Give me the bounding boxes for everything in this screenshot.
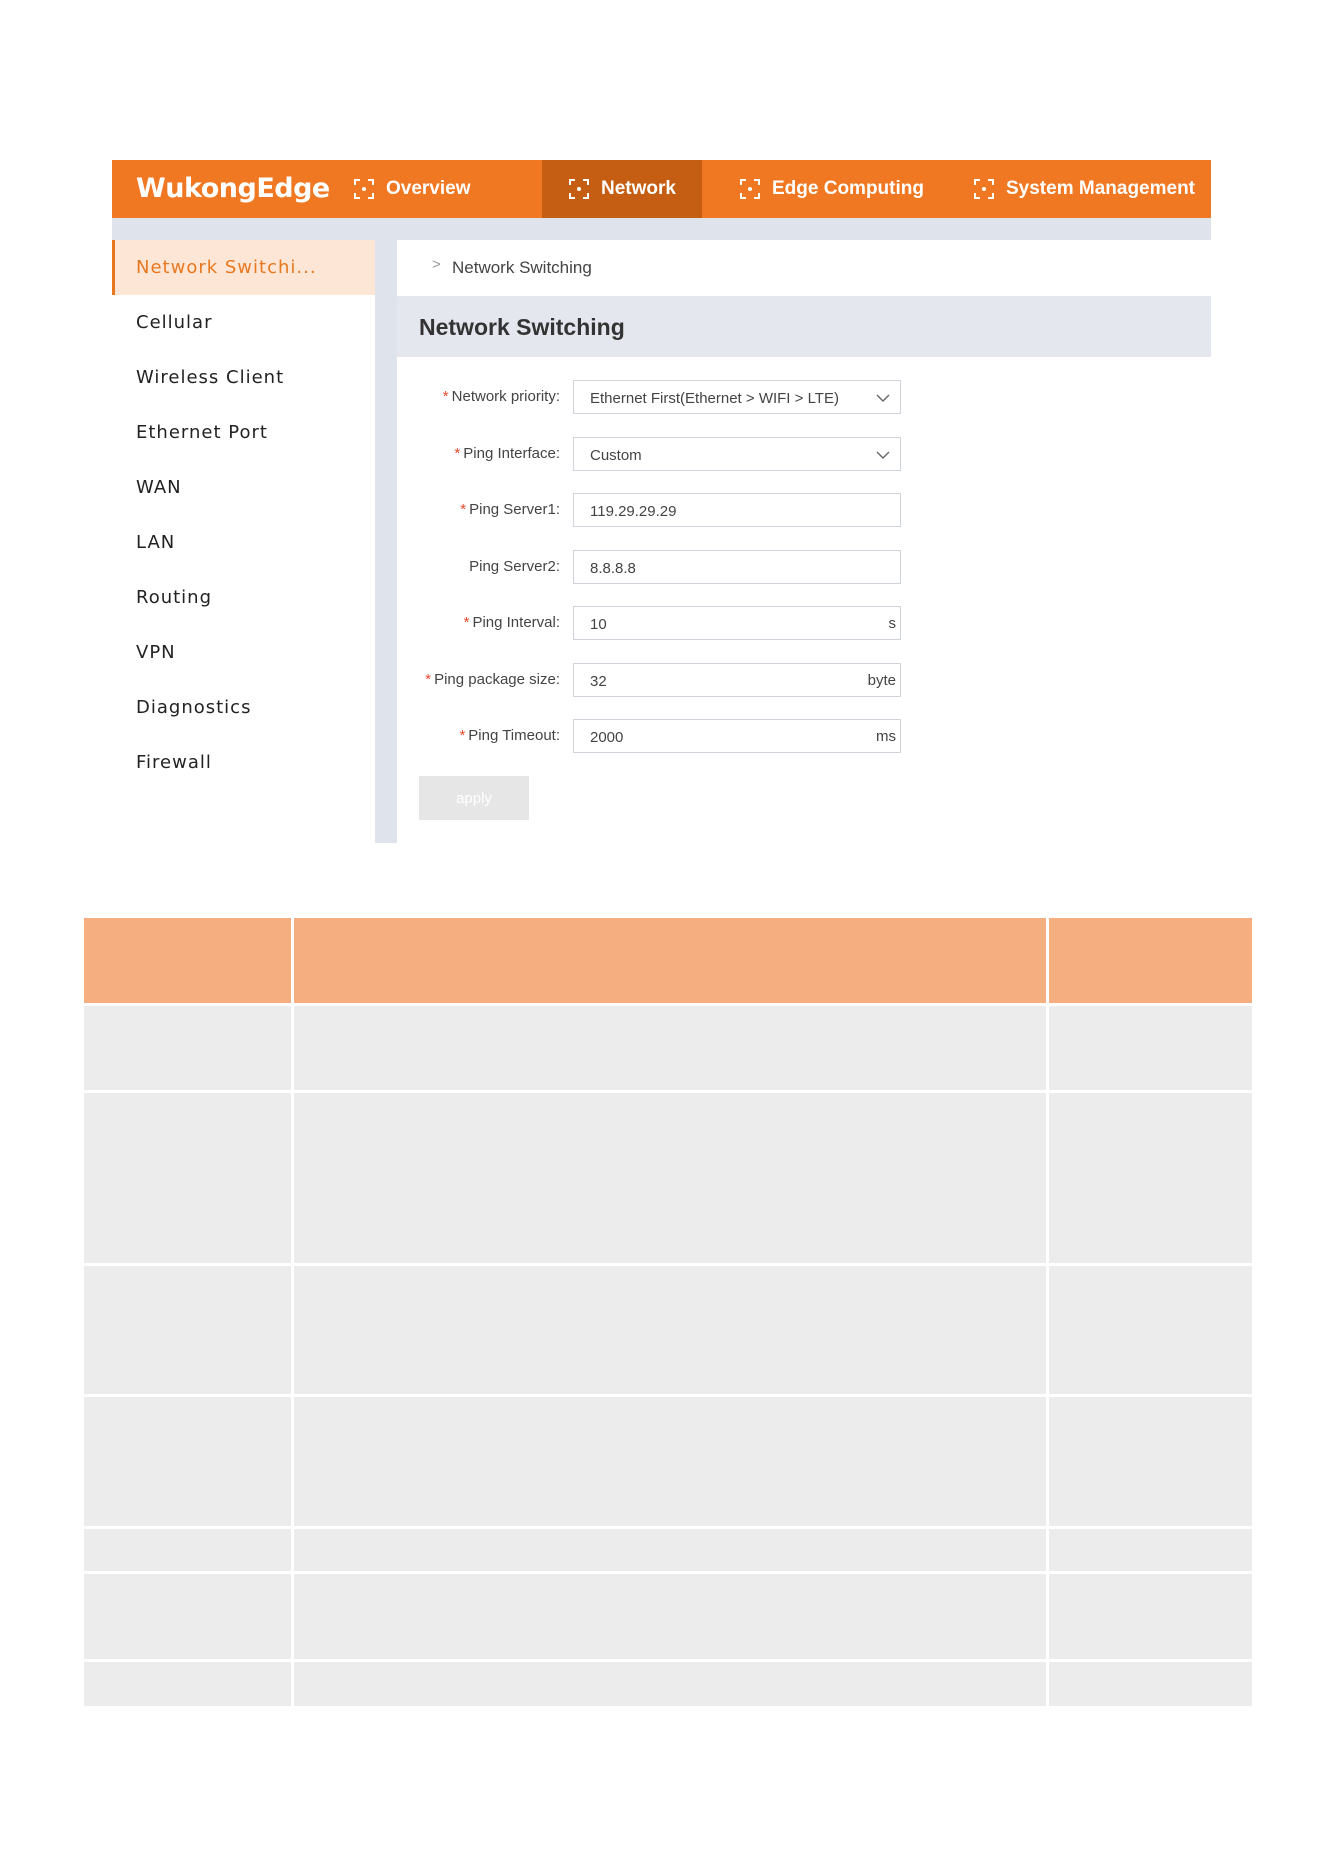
apply-button[interactable]: apply: [419, 776, 529, 820]
table-cell: [1049, 1574, 1252, 1659]
table-header-cell: [84, 918, 291, 1003]
nav-edge-computing[interactable]: [726, 160, 936, 218]
nav-system-management-label: System Management: [1006, 178, 1196, 199]
ping-interface-value: Custom: [590, 447, 642, 464]
nav-network[interactable]: [542, 160, 702, 218]
ping-server1-input[interactable]: [573, 493, 901, 527]
ping-interval-label: [464, 614, 560, 631]
ping-package-size-label-text: Ping package size:: [434, 671, 560, 688]
table-cell: [84, 1006, 291, 1090]
ping-timeout-value: 2000: [590, 729, 624, 746]
ping-interval-value: 10: [590, 616, 607, 633]
ping-package-size-value: 32: [590, 673, 607, 690]
ping-server1-value: 119.29.29.29: [590, 503, 677, 520]
ping-server1-label-text: Ping Server1:: [469, 501, 560, 518]
nav-system-management[interactable]: [960, 160, 1200, 218]
sidebar-item-network-switching[interactable]: [112, 240, 375, 295]
focus-frame-icon: [974, 179, 994, 199]
sidebar-item-label: LAN: [136, 532, 176, 553]
form-row-ping-server2: [397, 550, 1211, 586]
chevron-down-icon: [876, 448, 890, 467]
table-cell: [84, 1093, 291, 1263]
nav-overview-label: Overview: [386, 178, 471, 199]
ping-package-size-unit: byte: [867, 672, 896, 689]
top-navigation-bar: [112, 160, 1211, 218]
network-priority-value: Ethernet First(Ethernet > WIFI > LTE): [590, 390, 839, 407]
ping-timeout-input[interactable]: [573, 719, 901, 753]
table-cell: [294, 1662, 1046, 1706]
network-priority-select[interactable]: [573, 380, 901, 414]
parameter-table: [84, 918, 1252, 1706]
table-cell: [1049, 1662, 1252, 1706]
ping-interface-label-text: Ping Interface:: [463, 445, 560, 462]
network-priority-label: [443, 388, 560, 405]
focus-frame-icon: [740, 179, 760, 199]
table-cell: [294, 1266, 1046, 1394]
ping-server1-label: [460, 501, 560, 518]
sidebar-item-diagnostics[interactable]: [112, 680, 375, 735]
ping-interface-select[interactable]: [573, 437, 901, 471]
focus-frame-icon: [569, 179, 589, 199]
sidebar-item-routing[interactable]: [112, 570, 375, 625]
ping-timeout-label-text: Ping Timeout:: [468, 727, 560, 744]
form-row-ping-package-size: [397, 663, 1211, 699]
sidebar-item-label: VPN: [136, 642, 176, 663]
table-header-cell: [294, 918, 1046, 1003]
table-cell: [1049, 1006, 1252, 1090]
sidebar-item-firewall[interactable]: [112, 735, 375, 790]
required-marker: *: [425, 671, 432, 688]
focus-frame-icon: [354, 179, 374, 199]
sidebar: [112, 240, 375, 843]
table-cell: [1049, 1093, 1252, 1263]
nav-edge-computing-label: Edge Computing: [772, 178, 924, 199]
table-cell: [84, 1529, 291, 1571]
sidebar-item-label: Diagnostics: [136, 697, 252, 718]
logo: WukongEdge: [136, 173, 330, 204]
chevron-down-icon: [876, 391, 890, 410]
nav-network-label: Network: [601, 178, 676, 199]
table-cell: [84, 1266, 291, 1394]
network-priority-label-text: Network priority:: [451, 388, 560, 405]
required-marker: *: [442, 388, 449, 405]
sidebar-gutter: [375, 240, 397, 843]
nav-underbar: [112, 218, 1211, 240]
ping-server2-label: Ping Server2:: [469, 558, 560, 575]
sidebar-item-label: Routing: [136, 587, 213, 608]
page-title: Network Switching: [419, 314, 625, 340]
breadcrumb: [397, 240, 1211, 297]
sidebar-item-lan[interactable]: [112, 515, 375, 570]
sidebar-item-label: Network Switchi...: [136, 257, 317, 278]
sidebar-item-label: WAN: [136, 477, 182, 498]
table-cell: [84, 1574, 291, 1659]
table-cell: [1049, 1266, 1252, 1394]
table-header-cell: [1049, 918, 1252, 1003]
required-marker: *: [454, 445, 461, 462]
table-cell: [84, 1662, 291, 1706]
ping-package-size-input[interactable]: [573, 663, 901, 697]
form-row-ping-server1: [397, 493, 1211, 529]
sidebar-item-wan[interactable]: [112, 460, 375, 515]
table-cell: [1049, 1529, 1252, 1571]
ping-interval-unit: s: [888, 615, 896, 632]
ping-server2-input[interactable]: [573, 550, 901, 584]
ping-interface-label: [454, 445, 560, 462]
table-cell: [1049, 1397, 1252, 1526]
sidebar-item-label: Wireless Client: [136, 367, 285, 388]
sidebar-item-label: Cellular: [136, 312, 213, 333]
ping-server2-value: 8.8.8.8: [590, 560, 636, 577]
main-content: [397, 240, 1211, 843]
table-cell: [84, 1397, 291, 1526]
app-screenshot: [112, 160, 1211, 843]
breadcrumb-separator: >: [432, 256, 441, 273]
form-row-ping-timeout: [397, 719, 1211, 755]
sidebar-item-label: Ethernet Port: [136, 422, 268, 443]
form-row-network-priority: [397, 380, 1211, 416]
table-cell: [294, 1574, 1046, 1659]
ping-interval-input[interactable]: [573, 606, 901, 640]
sidebar-item-ethernet-port[interactable]: [112, 405, 375, 460]
ping-package-size-label: [425, 671, 560, 688]
form-row-ping-interface: [397, 437, 1211, 473]
sidebar-item-wireless-client[interactable]: [112, 350, 375, 405]
table-cell: [294, 1093, 1046, 1263]
sidebar-item-cellular[interactable]: [112, 295, 375, 350]
ping-timeout-label: [459, 727, 560, 744]
nav-overview[interactable]: [344, 160, 484, 218]
sidebar-item-vpn[interactable]: [112, 625, 375, 680]
required-marker: *: [460, 501, 467, 518]
sidebar-item-label: Firewall: [136, 752, 212, 773]
title-bar: [397, 297, 1211, 357]
table-cell: [294, 1529, 1046, 1571]
ping-timeout-unit: ms: [876, 728, 896, 745]
table-cell: [294, 1006, 1046, 1090]
table-cell: [294, 1397, 1046, 1526]
breadcrumb-item[interactable]: Network Switching: [452, 258, 592, 277]
required-marker: *: [463, 614, 470, 631]
ping-interval-label-text: Ping Interval:: [472, 614, 560, 631]
required-marker: *: [459, 727, 466, 744]
form-row-ping-interval: [397, 606, 1211, 642]
